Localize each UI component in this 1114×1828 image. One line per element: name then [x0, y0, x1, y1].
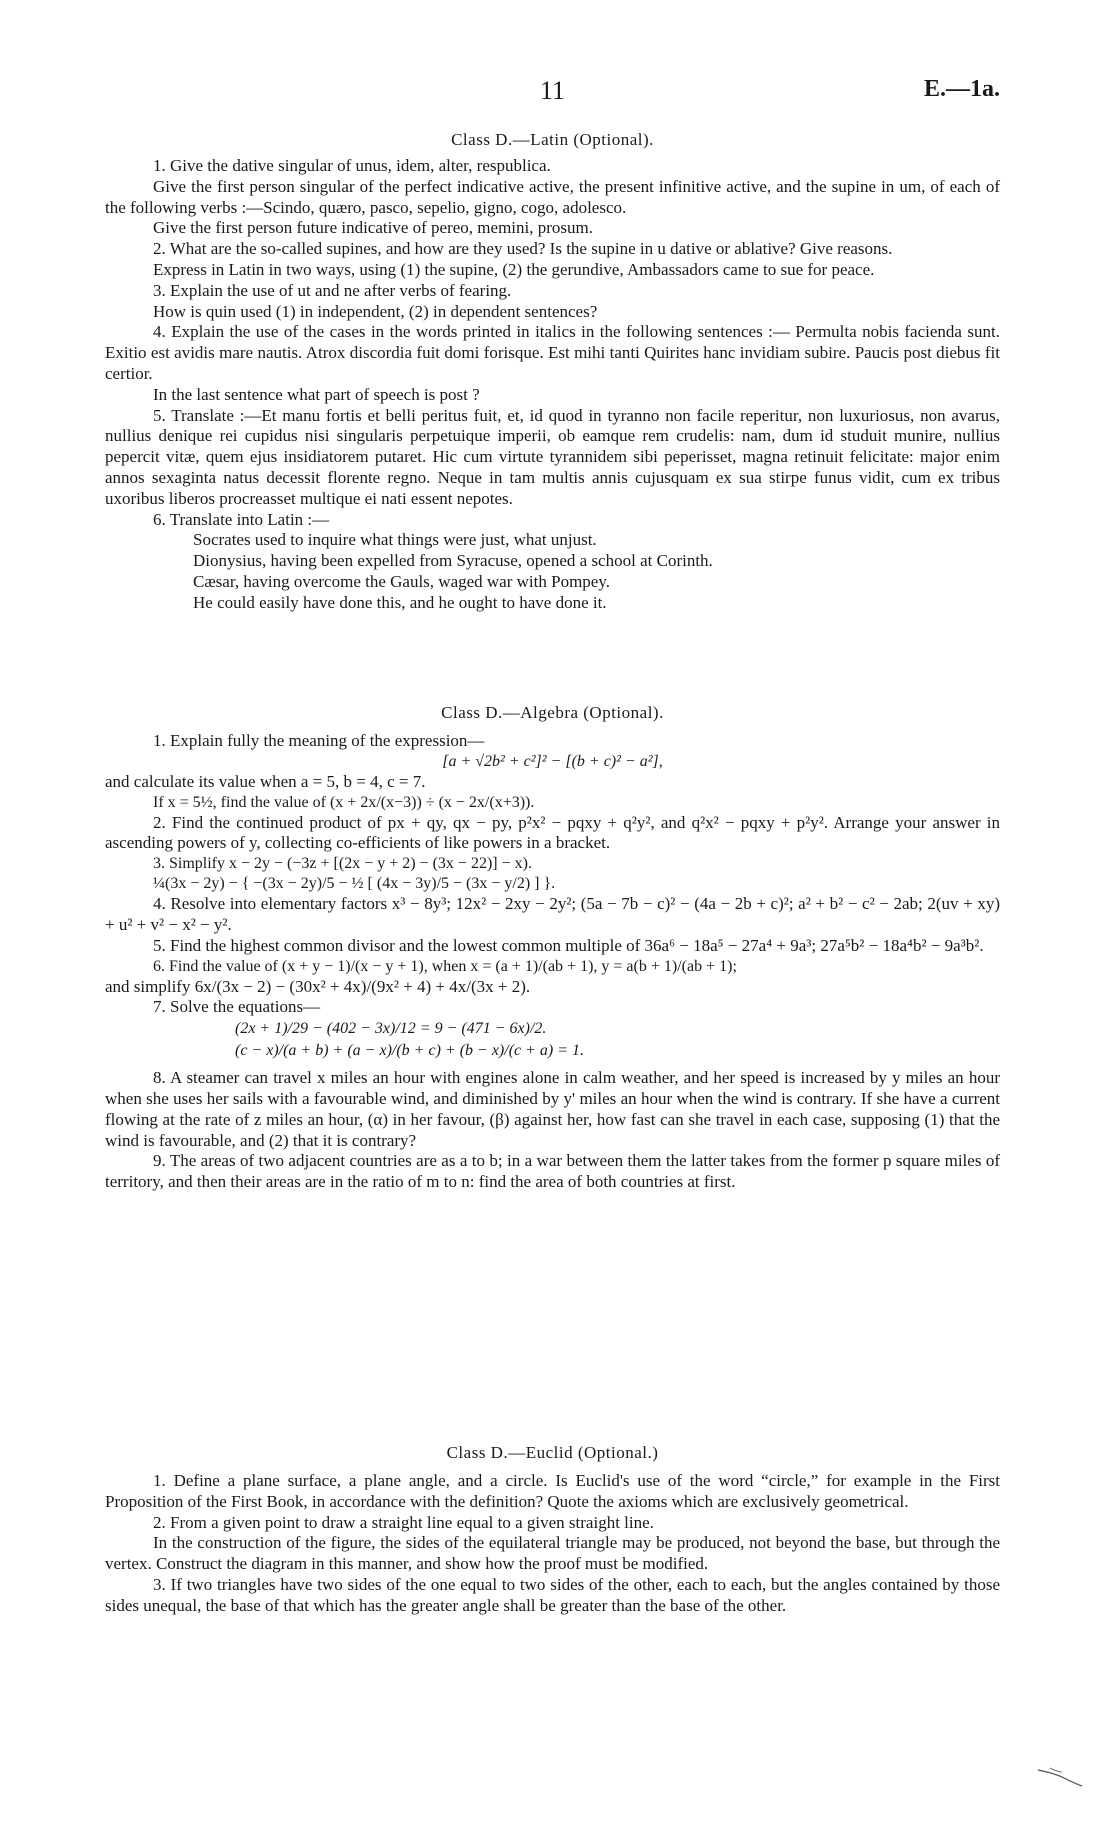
math-expression: ¼(3x − 2y) − { −(3x − 2y)/5 − ½ [ (4x − 3y)/5 − (3x − y/2) ] }.	[153, 875, 556, 893]
document-reference: E.—1a.	[923, 76, 1000, 102]
question-text: 3. If two triangles have two sides of the one equal to two sides of the other, each to each, but the angles contained by those sides unequal, the base of that which has the greater angle shall be greater than the base of the other.	[105, 1574, 1000, 1615]
question-text: How is quin used (1) in independent, (2) in dependent sentences?	[153, 301, 598, 321]
sentence-item: Socrates used to inquire what things were just, what unjust.	[193, 530, 597, 550]
question-text: 1. Define a plane surface, a plane angle, and a circle. Is Euclid's use of the word “circle,” for example in the First Proposition of the First Book, in accordance with the definition? Quote the axioms which are exclusively geometrical.	[105, 1471, 1000, 1511]
question-text: In the last sentence what part of speech is post ?	[153, 384, 480, 404]
equation: (2x + 1)/29 − (402 − 3x)/12 = 9 − (471 − 6x)/2.	[235, 1020, 547, 1038]
question-text: 8. A steamer can travel x miles an hour with engines alone in calm weather, and her speed is increased by y miles an hour when she uses her sails with a favourable wind, and diminished by y' miles an hour when the wind is contrary. If she have a current flowing at the rate of z miles an hour, (α) in her favour, (β) against her, how fast can she travel in each case, supposing (1) that the wind is favourable, and (2) that it is contrary?	[105, 1068, 1000, 1150]
margin-scribble	[1036, 1766, 1084, 1788]
passage-text: 5. Translate :—Et manu fortis et belli peritus fuit, et, id quod in tyranno non facile reperitur, non luxuriosus, non avarus, nullius denique rei cupidus nisi singularis perpetuique imperii, ob eamque rem crudelis: nam, dum id studuit munire, nullius pepercit vitæ, quem ejus insidiatorem putaret. Hic cum virtute tyrannidem sibi peperisset, magna retinuit felicitate: major enim annos sexaginta natus decessit florente regno. Neque in tam multis annis cujusquam ex sua stirpe funus vidit, cum ex tribus uxoribus liberos procreasset multique ei nati essent nepotes.	[105, 405, 1000, 508]
latin-section	[105, 130, 1000, 614]
question-text: 9. The areas of two adjacent countries are as a to b; in a war between them the latter takes from the former p square miles of territory, and then their areas are in the ratio of m to n: find the area of both countries at first.	[105, 1151, 1000, 1192]
question-text: Give the first person future indicative of pereo, memini, prosum.	[153, 218, 593, 238]
question-text: 1. Explain fully the meaning of the expression—	[153, 731, 485, 750]
question-text: 2. From a given point to draw a straight line equal to a given straight line.	[153, 1512, 654, 1532]
euclid-section	[105, 1443, 1000, 1617]
math-expression: If x = 5½, find the value of (x + 2x/(x−3)) ÷ (x − 2x/(x+3)).	[153, 793, 535, 811]
math-expression: 3. Simplify x − 2y − (−3z + [(2x − y + 2) − (3x − 22)] − x).	[153, 855, 532, 873]
question-text: 5. Find the highest common divisor and the lowest common multiple of 36a⁶ − 18a⁵ − 27a⁴ + 9a³; 27a⁵b² − 18a⁴b² − 9a³b².	[153, 935, 984, 955]
section-heading: Class D.—Latin (Optional).	[451, 130, 654, 149]
question-text: 2. What are the so-called supines, and how are they used? Is the supine in u dative or ablative? Give reasons.	[153, 239, 893, 259]
equation: (c − x)/(a + b) + (a − x)/(b + c) + (b − x)/(c + a) = 1.	[235, 1042, 585, 1060]
question-text: and calculate its value when a = 5, b = 4, c = 7.	[105, 771, 426, 791]
section-heading: Class D.—Algebra (Optional).	[441, 703, 664, 722]
question-text: 7. Solve the equations—	[153, 997, 321, 1017]
sentence-item: Dionysius, having been expelled from Syracuse, opened a school at Corinth.	[193, 551, 713, 571]
math-expression: 6. Find the value of (x + y − 1)/(x − y + 1), when x = (a + 1)/(ab + 1), y = a(b + 1)/(ab + 1);	[153, 957, 737, 975]
question-text: 2. Find the continued product of px + qy, qx − py, p²x² − pqxy + q²y², and q²x² − pqxy + p²y². Arrange your answer in ascending powers of y, collecting co-efficients of like powers in a bracket.	[105, 812, 1000, 853]
question-text: 3. Explain the use of ut and ne after verbs of fearing.	[153, 280, 512, 300]
algebra-section	[105, 703, 1000, 1193]
sentence-item: Cæsar, having overcome the Gauls, waged war with Pompey.	[193, 571, 610, 591]
page-number: 11	[539, 76, 566, 105]
sentence-item: He could easily have done this, and he ought to have done it.	[193, 592, 607, 612]
question-text: 1. Give the dative singular of unus, idem, alter, respublica.	[153, 156, 551, 175]
question-text: Express in Latin in two ways, using (1) the supine, (2) the gerundive, Ambassadors came to sue for peace.	[153, 259, 875, 279]
math-expression: [a + √2b² + c²]² − [(b + c)² − a²],	[442, 752, 663, 770]
section-heading: Class D.—Euclid (Optional.)	[446, 1443, 659, 1462]
question-text: Give the first person singular of the perfect indicative active, the present infinitive active, and the supine in um, of each of the following verbs :—Scindo, quæro, pasco, sepelio, gigno, cogo, adolesco.	[105, 176, 1000, 217]
question-text: 4. Explain the use of the cases in the words printed in italics in the following sentences :— Permulta nobis facienda sunt. Exitio est avidis mare nautis. Atrox discordia fuit domi forisque. Est mihi tanti Quirites hanc invidiam subire. Paucis post diebus fit certior.	[105, 322, 1000, 383]
question-text: 6. Translate into Latin :—	[153, 509, 330, 529]
math-expression: and simplify 6x/(3x − 2) − (30x² + 4x)/(9x² + 4) + 4x/(3x + 2).	[105, 976, 531, 996]
question-text: In the construction of the figure, the sides of the equilateral triangle may be produced, not beyond the base, but through the vertex. Construct the diagram in this manner, and show how the proof must be modified.	[105, 1533, 1000, 1574]
question-text: 4. Resolve into elementary factors x³ − 8y³; 12x² − 2xy − 2y²; (5a − 7b − c)² − (4a − 2b + c)²; a² + b² − c² − 2ab; 2(uv + xy) + u² + v² − x² − y².	[105, 894, 1000, 934]
